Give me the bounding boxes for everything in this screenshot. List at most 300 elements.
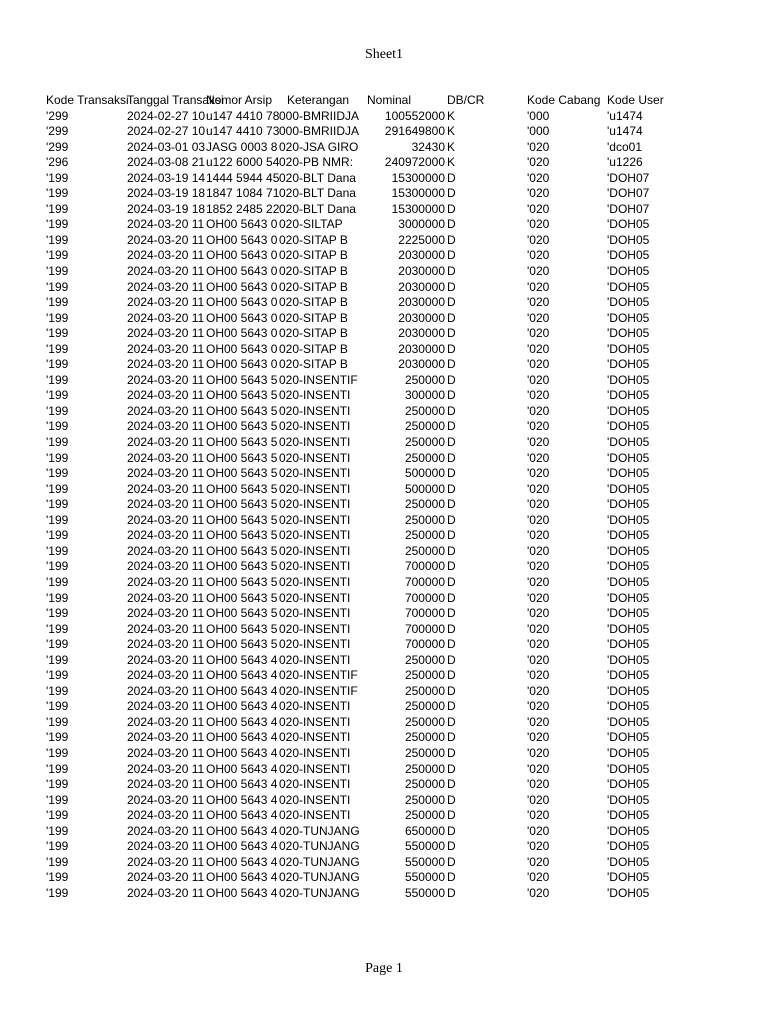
cell-kode-user: 'DOH07 (607, 186, 650, 201)
table-row (0, 435, 768, 451)
cell-nomor-arsip: OH00 5643 4 (206, 885, 278, 900)
cell-nomor-arsip: OH00 5643 5 (206, 590, 278, 605)
cell-nominal: 2030000 (398, 310, 445, 325)
cell-kode-cabang: '020 (527, 761, 550, 776)
cell-db-cr: D (447, 295, 456, 310)
cell-db-cr: D (447, 854, 456, 869)
cell-tanggal-transaksi: 2024-03-20 11 (127, 466, 205, 481)
cell-keterangan: 020-INSENTI (279, 652, 351, 667)
cell-nominal: 250000 (404, 668, 445, 683)
cell-kode-user: 'DOH05 (607, 279, 650, 294)
table-row (0, 357, 768, 373)
table-row (0, 559, 768, 575)
cell-kode-cabang: '020 (527, 668, 550, 683)
table-header-row (0, 93, 768, 109)
cell-keterangan: 020-SITAP B (279, 357, 348, 372)
cell-tanggal-transaksi: 2024-03-01 03 (127, 139, 206, 154)
cell-nomor-arsip: OH00 5643 0 (206, 232, 278, 247)
cell-nomor-arsip: OH00 5643 5 (206, 528, 278, 543)
cell-kode-transaksi: '299 (46, 124, 69, 139)
cell-kode-cabang: '020 (527, 388, 550, 403)
cell-kode-cabang: '020 (527, 870, 550, 885)
cell-tanggal-transaksi: 2024-03-20 11 (127, 357, 205, 372)
cell-db-cr: D (447, 823, 456, 838)
cell-kode-user: 'DOH05 (607, 699, 650, 714)
cell-kode-cabang: '020 (527, 279, 550, 294)
cell-kode-transaksi: '199 (46, 885, 69, 900)
cell-kode-user: 'DOH05 (607, 403, 650, 418)
cell-keterangan: 020-INSENTI (279, 403, 351, 418)
cell-kode-cabang: '020 (527, 730, 550, 745)
cell-kode-cabang: '020 (527, 808, 550, 823)
table-row (0, 124, 768, 140)
cell-keterangan: 020-INSENTI (279, 792, 351, 807)
cell-tanggal-transaksi: 2024-03-20 11 (127, 839, 205, 854)
cell-nomor-arsip: u147 4410 78 (206, 108, 280, 123)
cell-kode-cabang: '020 (527, 745, 550, 760)
cell-tanggal-transaksi: 2024-03-08 21 (127, 155, 206, 170)
cell-keterangan: 020-TUNJANG (279, 823, 360, 838)
cell-db-cr: D (447, 170, 456, 185)
cell-nomor-arsip: OH00 5643 4 (206, 870, 278, 885)
cell-keterangan: 020-INSENTI (279, 730, 351, 745)
cell-kode-user: 'DOH05 (607, 683, 650, 698)
cell-keterangan: 020-BLT Dana (279, 201, 356, 216)
cell-kode-transaksi: '199 (46, 435, 69, 450)
cell-db-cr: D (447, 683, 456, 698)
cell-tanggal-transaksi: 2024-03-20 11 (127, 761, 205, 776)
table-row (0, 513, 768, 529)
table-row (0, 684, 768, 700)
cell-nomor-arsip: OH00 5643 4 (206, 808, 278, 823)
cell-keterangan: 020-INSENTI (279, 621, 351, 636)
cell-kode-transaksi: '199 (46, 761, 69, 776)
cell-kode-user: 'DOH05 (607, 870, 650, 885)
cell-kode-cabang: '020 (527, 792, 550, 807)
cell-kode-cabang: '020 (527, 885, 550, 900)
cell-kode-cabang: '020 (527, 543, 550, 558)
sheet-title: Sheet1 (364, 47, 404, 62)
cell-kode-cabang: '020 (527, 295, 550, 310)
cell-nomor-arsip: OH00 5643 4 (206, 745, 278, 760)
cell-kode-user: 'u1474 (607, 124, 643, 139)
cell-nominal: 250000 (404, 730, 445, 745)
cell-nomor-arsip: OH00 5643 4 (206, 823, 278, 838)
table-row (0, 637, 768, 653)
cell-keterangan: 020-INSENTI (279, 699, 351, 714)
cell-nominal: 250000 (404, 419, 445, 434)
table-row (0, 451, 768, 467)
cell-tanggal-transaksi: 2024-03-20 11 (127, 870, 205, 885)
header-kode-transaksi: Kode Transaksi (46, 93, 129, 107)
cell-tanggal-transaksi: 2024-03-20 11 (127, 403, 205, 418)
cell-kode-transaksi: '199 (46, 652, 69, 667)
table-row (0, 699, 768, 715)
cell-nomor-arsip: OH00 5643 4 (206, 792, 278, 807)
cell-kode-cabang: '020 (527, 403, 550, 418)
cell-kode-user: 'DOH05 (607, 232, 650, 247)
cell-keterangan: 020-INSENTI (279, 606, 351, 621)
cell-db-cr: D (447, 403, 456, 418)
cell-kode-cabang: '020 (527, 341, 550, 356)
cell-keterangan: 020-SITAP B (279, 279, 348, 294)
cell-kode-transaksi: '199 (46, 823, 69, 838)
cell-kode-cabang: '020 (527, 528, 550, 543)
cell-tanggal-transaksi: 2024-03-20 11 (127, 419, 205, 434)
cell-kode-user: 'DOH05 (607, 777, 650, 792)
cell-kode-transaksi: '199 (46, 497, 69, 512)
cell-kode-cabang: '020 (527, 217, 550, 232)
cell-nomor-arsip: OH00 5643 0 (206, 248, 278, 263)
cell-kode-user: 'DOH05 (607, 637, 650, 652)
cell-nominal: 15300000 (391, 186, 445, 201)
cell-nominal: 100552000 (384, 108, 445, 123)
cell-kode-transaksi: '199 (46, 839, 69, 854)
cell-nomor-arsip: OH00 5643 4 (206, 854, 278, 869)
cell-nominal: 500000 (404, 481, 445, 496)
cell-tanggal-transaksi: 2024-03-20 11 (127, 808, 205, 823)
cell-kode-cabang: '000 (527, 108, 550, 123)
cell-keterangan: 020-INSENTIF (279, 683, 358, 698)
cell-kode-transaksi: '199 (46, 668, 69, 683)
cell-db-cr: D (447, 606, 456, 621)
table-row (0, 373, 768, 389)
cell-db-cr: D (447, 543, 456, 558)
cell-kode-transaksi: '199 (46, 201, 69, 216)
table-row (0, 217, 768, 233)
cell-kode-cabang: '020 (527, 512, 550, 527)
cell-tanggal-transaksi: 2024-03-20 11 (127, 497, 205, 512)
cell-keterangan: 020-INSENTI (279, 777, 351, 792)
cell-nomor-arsip: OH00 5643 5 (206, 606, 278, 621)
cell-db-cr: D (447, 792, 456, 807)
cell-keterangan: 020-SITAP B (279, 326, 348, 341)
table-row (0, 839, 768, 855)
cell-nomor-arsip: OH00 5643 5 (206, 559, 278, 574)
table-row (0, 855, 768, 871)
cell-tanggal-transaksi: 2024-03-20 11 (127, 606, 205, 621)
table-row (0, 295, 768, 311)
cell-tanggal-transaksi: 2024-03-20 11 (127, 621, 205, 636)
table-row (0, 233, 768, 249)
cell-kode-user: 'DOH05 (607, 295, 650, 310)
cell-kode-user: 'DOH05 (607, 450, 650, 465)
cell-nomor-arsip: OH00 5643 4 (206, 777, 278, 792)
cell-nominal: 240972000 (384, 155, 445, 170)
cell-kode-cabang: '020 (527, 435, 550, 450)
cell-tanggal-transaksi: 2024-03-20 11 (127, 264, 205, 279)
cell-keterangan: 020-INSENTI (279, 559, 351, 574)
cell-tanggal-transaksi: 2024-03-20 11 (127, 745, 205, 760)
header-nominal: Nominal (367, 93, 412, 107)
page-footer: Page 1 (365, 961, 403, 976)
cell-kode-cabang: '020 (527, 139, 550, 154)
table-row (0, 497, 768, 513)
cell-db-cr: D (447, 808, 456, 823)
table-row (0, 870, 768, 886)
cell-keterangan: 000-BMRIIDJA (279, 124, 360, 139)
cell-keterangan: 020-TUNJANG (279, 885, 360, 900)
cell-kode-user: 'DOH05 (607, 621, 650, 636)
cell-kode-cabang: '020 (527, 777, 550, 792)
cell-nomor-arsip: OH00 5643 5 (206, 466, 278, 481)
cell-nominal: 700000 (404, 606, 445, 621)
cell-kode-transaksi: '199 (46, 264, 69, 279)
cell-nominal: 250000 (404, 714, 445, 729)
cell-nomor-arsip: OH00 5643 0 (206, 341, 278, 356)
cell-kode-user: 'DOH05 (607, 606, 650, 621)
cell-tanggal-transaksi: 2024-03-20 11 (127, 279, 205, 294)
cell-kode-user: 'DOH05 (607, 217, 650, 232)
cell-keterangan: 020-INSENTI (279, 761, 351, 776)
cell-keterangan: 020-BLT Dana (279, 170, 356, 185)
table-row (0, 622, 768, 638)
cell-nomor-arsip: OH00 5643 0 (206, 295, 278, 310)
cell-nomor-arsip: OH00 5643 5 (206, 481, 278, 496)
cell-db-cr: D (447, 450, 456, 465)
cell-kode-user: 'DOH05 (607, 590, 650, 605)
table-row (0, 388, 768, 404)
cell-kode-transaksi: '199 (46, 854, 69, 869)
cell-kode-cabang: '020 (527, 854, 550, 869)
cell-tanggal-transaksi: 2024-02-27 10 (127, 108, 206, 123)
table-row (0, 528, 768, 544)
table-row (0, 248, 768, 264)
cell-keterangan: 020-SITAP B (279, 232, 348, 247)
table-row (0, 326, 768, 342)
cell-nominal: 550000 (404, 854, 445, 869)
cell-kode-cabang: '020 (527, 621, 550, 636)
cell-tanggal-transaksi: 2024-03-20 11 (127, 637, 205, 652)
cell-nomor-arsip: OH00 5643 5 (206, 419, 278, 434)
cell-kode-user: 'DOH05 (607, 808, 650, 823)
cell-nominal: 250000 (404, 497, 445, 512)
cell-tanggal-transaksi: 2024-03-20 11 (127, 652, 205, 667)
cell-keterangan: 020-INSENTI (279, 435, 351, 450)
table-row (0, 715, 768, 731)
cell-nomor-arsip: OH00 5643 4 (206, 683, 278, 698)
cell-nominal: 250000 (404, 372, 445, 387)
cell-nominal: 700000 (404, 637, 445, 652)
cell-kode-transaksi: '199 (46, 714, 69, 729)
table-row (0, 575, 768, 591)
cell-kode-cabang: '020 (527, 839, 550, 854)
cell-nomor-arsip: OH00 5643 0 (206, 326, 278, 341)
cell-nominal: 250000 (404, 512, 445, 527)
cell-keterangan: 020-TUNJANG (279, 870, 360, 885)
cell-kode-transaksi: '199 (46, 217, 69, 232)
cell-kode-user: 'DOH07 (607, 170, 650, 185)
cell-kode-cabang: '020 (527, 186, 550, 201)
table-row (0, 155, 768, 171)
cell-kode-user: 'DOH05 (607, 388, 650, 403)
cell-kode-transaksi: '199 (46, 745, 69, 760)
table-row (0, 777, 768, 793)
cell-kode-cabang: '020 (527, 559, 550, 574)
cell-nominal: 550000 (404, 885, 445, 900)
cell-nomor-arsip: OH00 5643 4 (206, 652, 278, 667)
cell-tanggal-transaksi: 2024-03-20 11 (127, 543, 205, 558)
table-row (0, 171, 768, 187)
cell-tanggal-transaksi: 2024-03-20 11 (127, 341, 205, 356)
cell-db-cr: D (447, 885, 456, 900)
cell-kode-transaksi: '199 (46, 637, 69, 652)
cell-db-cr: D (447, 341, 456, 356)
cell-keterangan: 020-INSENTI (279, 808, 351, 823)
cell-kode-transaksi: '199 (46, 481, 69, 496)
cell-db-cr: D (447, 388, 456, 403)
cell-tanggal-transaksi: 2024-03-20 11 (127, 388, 205, 403)
cell-kode-user: 'DOH05 (607, 466, 650, 481)
cell-db-cr: D (447, 201, 456, 216)
cell-tanggal-transaksi: 2024-03-20 11 (127, 310, 205, 325)
cell-tanggal-transaksi: 2024-03-20 11 (127, 481, 205, 496)
cell-nominal: 250000 (404, 683, 445, 698)
cell-kode-user: 'DOH05 (607, 419, 650, 434)
transaction-table (0, 93, 768, 901)
cell-nominal: 2030000 (398, 279, 445, 294)
cell-tanggal-transaksi: 2024-03-20 11 (127, 683, 205, 698)
table-row (0, 140, 768, 156)
cell-nominal: 700000 (404, 559, 445, 574)
cell-kode-user: 'DOH05 (607, 481, 650, 496)
cell-nominal: 250000 (404, 761, 445, 776)
table-row (0, 606, 768, 622)
cell-db-cr: K (447, 124, 456, 139)
cell-nomor-arsip: OH00 5643 5 (206, 388, 278, 403)
cell-nominal: 250000 (404, 745, 445, 760)
cell-nomor-arsip: OH00 5643 0 (206, 217, 278, 232)
cell-nominal: 250000 (404, 777, 445, 792)
header-db-cr: DB/CR (447, 93, 485, 107)
cell-nominal: 250000 (404, 699, 445, 714)
cell-db-cr: K (447, 139, 456, 154)
cell-tanggal-transaksi: 2024-03-20 11 (127, 217, 205, 232)
cell-keterangan: 020-SITAP B (279, 248, 348, 263)
table-row (0, 311, 768, 327)
cell-tanggal-transaksi: 2024-03-19 14 (127, 170, 206, 185)
cell-nomor-arsip: OH00 5643 4 (206, 714, 278, 729)
cell-kode-cabang: '020 (527, 652, 550, 667)
cell-nominal: 500000 (404, 466, 445, 481)
cell-kode-user: 'DOH05 (607, 310, 650, 325)
cell-tanggal-transaksi: 2024-03-20 11 (127, 777, 205, 792)
cell-nominal: 15300000 (391, 170, 445, 185)
cell-db-cr: D (447, 232, 456, 247)
cell-tanggal-transaksi: 2024-03-20 11 (127, 326, 205, 341)
cell-kode-user: 'DOH05 (607, 372, 650, 387)
cell-nomor-arsip: 1852 2485 22 (206, 201, 280, 216)
cell-nominal: 250000 (404, 435, 445, 450)
cell-db-cr: D (447, 839, 456, 854)
cell-tanggal-transaksi: 2024-03-20 11 (127, 372, 205, 387)
cell-nominal: 2225000 (398, 232, 445, 247)
header-kode-cabang: Kode Cabang (527, 93, 601, 107)
table-row (0, 482, 768, 498)
cell-kode-transaksi: '199 (46, 388, 69, 403)
cell-db-cr: D (447, 357, 456, 372)
cell-kode-cabang: '020 (527, 481, 550, 496)
cell-kode-transaksi: '199 (46, 419, 69, 434)
header-tanggal-transaksi: Tanggal Transaksi (127, 93, 224, 107)
cell-nominal: 2030000 (398, 264, 445, 279)
cell-nominal: 250000 (404, 450, 445, 465)
cell-keterangan: 020-SILTAP (279, 217, 343, 232)
cell-kode-cabang: '020 (527, 683, 550, 698)
cell-nomor-arsip: OH00 5643 0 (206, 264, 278, 279)
cell-db-cr: D (447, 217, 456, 232)
cell-kode-transaksi: '199 (46, 186, 69, 201)
cell-kode-user: 'DOH05 (607, 574, 650, 589)
cell-kode-transaksi: '199 (46, 170, 69, 185)
cell-tanggal-transaksi: 2024-03-20 11 (127, 590, 205, 605)
cell-keterangan: 020-INSENTI (279, 714, 351, 729)
cell-keterangan: 020-INSENTI (279, 745, 351, 760)
cell-kode-transaksi: '199 (46, 279, 69, 294)
cell-kode-user: 'DOH05 (607, 652, 650, 667)
cell-nomor-arsip: OH00 5643 5 (206, 450, 278, 465)
cell-kode-transaksi: '199 (46, 792, 69, 807)
cell-kode-user: 'DOH05 (607, 528, 650, 543)
cell-kode-transaksi: '299 (46, 108, 69, 123)
cell-kode-cabang: '020 (527, 497, 550, 512)
cell-kode-transaksi: '199 (46, 357, 69, 372)
cell-tanggal-transaksi: 2024-03-20 11 (127, 248, 205, 263)
cell-kode-cabang: '020 (527, 372, 550, 387)
cell-nominal: 2030000 (398, 326, 445, 341)
cell-kode-user: 'DOH05 (607, 357, 650, 372)
cell-db-cr: D (447, 372, 456, 387)
cell-kode-transaksi: '199 (46, 606, 69, 621)
cell-nomor-arsip: OH00 5643 4 (206, 668, 278, 683)
cell-nominal: 250000 (404, 528, 445, 543)
cell-kode-transaksi: '199 (46, 295, 69, 310)
cell-tanggal-transaksi: 2024-03-20 11 (127, 714, 205, 729)
cell-nominal: 550000 (404, 870, 445, 885)
cell-db-cr: D (447, 466, 456, 481)
table-row (0, 202, 768, 218)
cell-tanggal-transaksi: 2024-03-19 18 (127, 201, 206, 216)
cell-nominal: 15300000 (391, 201, 445, 216)
cell-db-cr: D (447, 310, 456, 325)
cell-db-cr: K (447, 155, 456, 170)
cell-kode-transaksi: '199 (46, 730, 69, 745)
cell-kode-cabang: '020 (527, 201, 550, 216)
cell-kode-transaksi: '199 (46, 777, 69, 792)
cell-kode-transaksi: '199 (46, 590, 69, 605)
table-row (0, 186, 768, 202)
cell-keterangan: 020-INSENTI (279, 466, 351, 481)
cell-nominal: 3000000 (398, 217, 445, 232)
cell-kode-cabang: '020 (527, 699, 550, 714)
cell-kode-user: 'DOH05 (607, 341, 650, 356)
cell-tanggal-transaksi: 2024-03-20 11 (127, 450, 205, 465)
cell-tanggal-transaksi: 2024-03-20 11 (127, 528, 205, 543)
cell-kode-transaksi: '199 (46, 512, 69, 527)
table-row (0, 808, 768, 824)
cell-nomor-arsip: OH00 5643 5 (206, 637, 278, 652)
cell-kode-transaksi: '199 (46, 466, 69, 481)
cell-kode-cabang: '000 (527, 124, 550, 139)
cell-nominal: 700000 (404, 621, 445, 636)
cell-kode-transaksi: '199 (46, 699, 69, 714)
cell-kode-cabang: '020 (527, 637, 550, 652)
cell-nominal: 250000 (404, 792, 445, 807)
cell-keterangan: 020-INSENTI (279, 590, 351, 605)
cell-keterangan: 020-INSENTIF (279, 372, 358, 387)
cell-nominal: 2030000 (398, 357, 445, 372)
cell-kode-user: 'DOH05 (607, 668, 650, 683)
